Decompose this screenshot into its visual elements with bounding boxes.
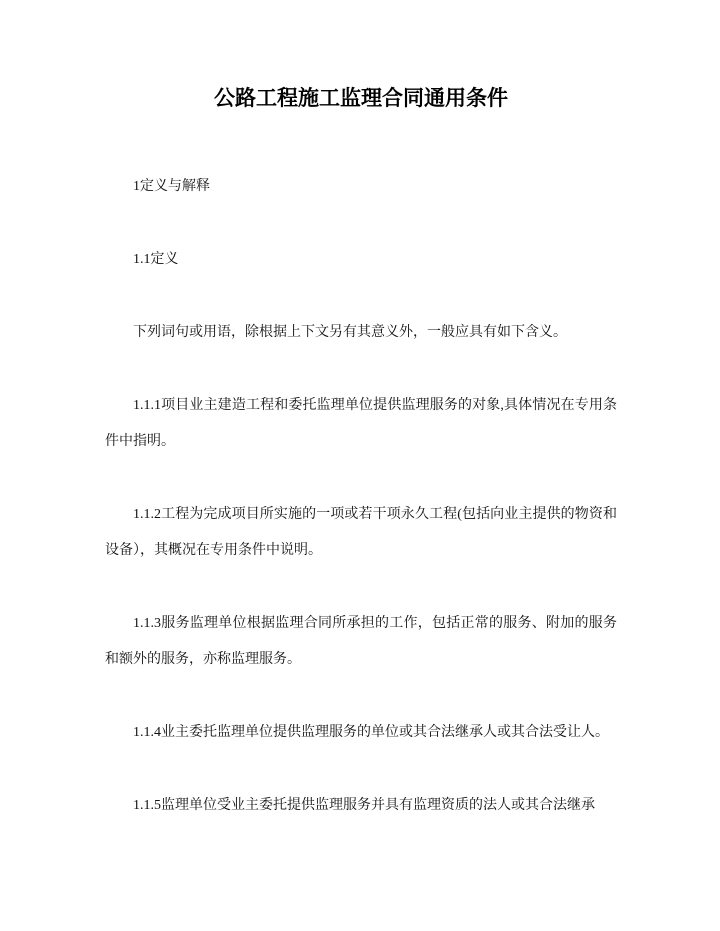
paragraph-clause-1-1-1: 1.1.1项目业主建造工程和委托监理单位提供监理服务的对象,具体情况在专用条件中指明。 [105, 398, 617, 449]
paragraph-clause-1-1-4: 1.1.4业主委托监理单位提供监理服务的单位或其合法继承人或其合法受让人。 [133, 725, 609, 740]
document-title: 公路工程施工监理合同通用条件 [214, 86, 508, 110]
section-heading-definitions: 1.1定义 [133, 252, 179, 267]
section-heading-definitions-and-interpretation: 1定义与解释 [133, 179, 210, 194]
paragraph-clause-1-1-3: 1.1.3服务监理单位根据监理合同所承担的工作，包括正常的服务、附加的服务和额外的服务，亦称监理服务。 [105, 616, 617, 667]
paragraph-clause-1-1-2: 1.1.2工程为完成项目所实施的一项或若干项永久工程(包括向业主提供的物资和设备），其概况在专用条件中说明。 [105, 507, 617, 558]
paragraph-clause-1-1-5: 1.1.5监理单位受业主委托提供监理服务并具有监理资质的法人或其合法继承 [133, 798, 595, 813]
paragraph-intro: 下列词句或用语，除根据上下文另有其意义外，一般应具有如下含义。 [133, 325, 567, 340]
